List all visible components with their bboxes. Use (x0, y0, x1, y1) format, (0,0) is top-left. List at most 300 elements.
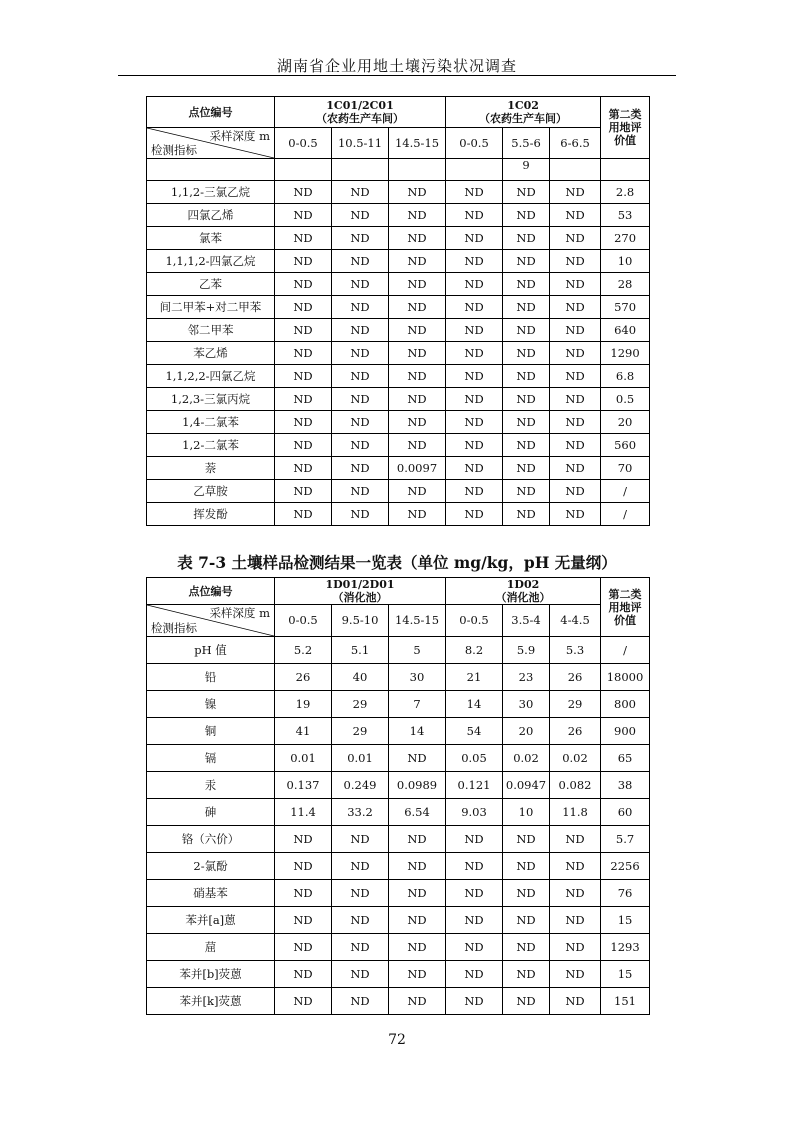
measurement-cell: ND (550, 273, 601, 296)
measurement-cell: ND (503, 988, 550, 1015)
depth-cell: 0-0.5 (446, 128, 503, 159)
standard-value-cell: 65 (601, 745, 650, 772)
measurement-cell: 41 (275, 718, 332, 745)
depth-label: 采样深度 m (209, 606, 270, 620)
empty-cell (389, 159, 446, 181)
indicator-name-cell: pH 值 (147, 637, 275, 664)
measurement-cell: 26 (550, 718, 601, 745)
indicator-name-cell: 铅 (147, 664, 275, 691)
standard-value-cell: 900 (601, 718, 650, 745)
measurement-cell: ND (332, 296, 389, 319)
indicator-name-cell: 间二甲苯+对二甲苯 (147, 296, 275, 319)
depth-label: 采样深度 m (209, 129, 270, 143)
measurement-cell: ND (332, 434, 389, 457)
measurement-cell: ND (332, 342, 389, 365)
measurement-cell: 5.2 (275, 637, 332, 664)
indicator-name-cell: 四氯乙烯 (147, 204, 275, 227)
table-row (147, 934, 650, 961)
results-table-2 (146, 577, 650, 1015)
standard-value-header: 第二类用地评价值 (601, 578, 650, 637)
measurement-cell: 54 (446, 718, 503, 745)
measurement-cell: ND (550, 296, 601, 319)
measurement-cell: 0.05 (446, 745, 503, 772)
indicator-name-cell: 1,2-二氯苯 (147, 434, 275, 457)
measurement-cell: ND (275, 434, 332, 457)
measurement-cell: ND (550, 880, 601, 907)
standard-value-cell: 20 (601, 411, 650, 434)
standard-value-cell: 0.5 (601, 388, 650, 411)
measurement-cell: ND (332, 480, 389, 503)
group-code: 1C02 (507, 99, 539, 112)
measurement-cell: 29 (332, 718, 389, 745)
table-row (147, 181, 650, 204)
measurement-cell: 0.0989 (389, 772, 446, 799)
measurement-cell: 5.3 (550, 637, 601, 664)
indicator-name-cell: 乙草胺 (147, 480, 275, 503)
indicator-name-cell: 乙苯 (147, 273, 275, 296)
measurement-cell: ND (503, 181, 550, 204)
indicator-label: 检测指标 (151, 621, 197, 635)
depth-cell: 3.5-4 (503, 605, 550, 637)
measurement-cell: ND (550, 434, 601, 457)
measurement-cell: ND (446, 319, 503, 342)
table-row (147, 480, 650, 503)
table-row (147, 880, 650, 907)
measurement-cell: ND (503, 204, 550, 227)
table-row (147, 772, 650, 799)
indicator-name-cell: 镉 (147, 745, 275, 772)
measurement-cell: 14 (389, 718, 446, 745)
measurement-cell: 5 (389, 637, 446, 664)
measurement-cell: ND (275, 204, 332, 227)
measurement-cell: ND (446, 907, 503, 934)
indicator-name-cell: 苯并[k]荧蒽 (147, 988, 275, 1015)
measurement-cell: 19 (275, 691, 332, 718)
measurement-cell: ND (503, 250, 550, 273)
indicator-name-cell: 1,1,2,2-四氯乙烷 (147, 365, 275, 388)
measurement-cell: ND (332, 319, 389, 342)
measurement-cell: ND (332, 411, 389, 434)
measurement-cell: ND (332, 204, 389, 227)
measurement-cell: ND (446, 434, 503, 457)
measurement-cell: 29 (550, 691, 601, 718)
measurement-cell: 6.54 (389, 799, 446, 826)
measurement-cell: 9.03 (446, 799, 503, 826)
indicator-label: 检测指标 (151, 143, 197, 157)
measurement-cell: 20 (503, 718, 550, 745)
measurement-cell: ND (550, 411, 601, 434)
measurement-cell: 11.8 (550, 799, 601, 826)
measurement-cell: ND (550, 988, 601, 1015)
indicator-name-cell: 1,4-二氯苯 (147, 411, 275, 434)
measurement-cell: ND (503, 319, 550, 342)
measurement-cell: ND (503, 411, 550, 434)
measurement-cell: 26 (275, 664, 332, 691)
measurement-cell: ND (503, 880, 550, 907)
table-row (147, 296, 650, 319)
measurement-cell: ND (446, 880, 503, 907)
standard-value-cell: 76 (601, 880, 650, 907)
table-row (147, 434, 650, 457)
measurement-cell: ND (389, 880, 446, 907)
measurement-cell: ND (446, 457, 503, 480)
depth-cell: 6-6.5 (550, 128, 601, 159)
standard-value-cell: 151 (601, 988, 650, 1015)
indicator-name-cell: 䓛 (147, 934, 275, 961)
indicator-name-cell: 挥发酚 (147, 503, 275, 526)
indicator-name-cell: 氯苯 (147, 227, 275, 250)
group-place: （消化池） (332, 591, 388, 604)
measurement-cell: ND (332, 250, 389, 273)
depth-cell: 14.5-15 (389, 128, 446, 159)
measurement-cell: 0.01 (332, 745, 389, 772)
measurement-cell: 0.0097 (389, 457, 446, 480)
measurement-cell: ND (503, 826, 550, 853)
measurement-cell: 0.0947 (503, 772, 550, 799)
measurement-cell: ND (446, 227, 503, 250)
group-code: 1C01/2C01 (326, 99, 394, 112)
measurement-cell: ND (389, 907, 446, 934)
measurement-cell: ND (332, 826, 389, 853)
table-row (147, 718, 650, 745)
standard-value-cell: 15 (601, 907, 650, 934)
table-row (147, 227, 650, 250)
measurement-cell: ND (550, 503, 601, 526)
table-row (147, 319, 650, 342)
measurement-cell: ND (332, 988, 389, 1015)
standard-value-cell: 10 (601, 250, 650, 273)
empty-cell (446, 159, 503, 181)
table-caption: 表 7-3 土壤样品检测结果一览表（单位 mg/kg，pH 无量纲） (177, 553, 617, 572)
empty-cell (147, 159, 275, 181)
indicator-name-cell: 苯并[b]荧蒽 (147, 961, 275, 988)
measurement-cell: ND (550, 365, 601, 388)
table-row (147, 853, 650, 880)
measurement-cell: ND (275, 227, 332, 250)
measurement-cell: 0.249 (332, 772, 389, 799)
measurement-cell: ND (503, 457, 550, 480)
empty-cell (332, 159, 389, 181)
table-row (147, 907, 650, 934)
measurement-cell: ND (332, 365, 389, 388)
indicator-name-cell: 2-氯酚 (147, 853, 275, 880)
measurement-cell: ND (550, 250, 601, 273)
measurement-cell: ND (275, 411, 332, 434)
group-code: 1D01/2D01 (325, 578, 395, 591)
measurement-cell: 29 (332, 691, 389, 718)
header-rule (118, 75, 676, 76)
standard-value-cell: 53 (601, 204, 650, 227)
measurement-cell: 26 (550, 664, 601, 691)
indicator-name-cell: 铜 (147, 718, 275, 745)
measurement-cell: ND (446, 503, 503, 526)
standard-value-cell: / (601, 480, 650, 503)
measurement-cell: ND (550, 826, 601, 853)
measurement-cell: ND (550, 227, 601, 250)
indicator-name-cell: 萘 (147, 457, 275, 480)
measurement-cell: ND (446, 961, 503, 988)
measurement-cell: 0.121 (446, 772, 503, 799)
depth-overflow-cell: 9 (503, 159, 550, 181)
measurement-cell: ND (389, 319, 446, 342)
standard-value-cell: 800 (601, 691, 650, 718)
standard-value-cell: 60 (601, 799, 650, 826)
group-header-1 (275, 97, 446, 128)
standard-value-cell: 640 (601, 319, 650, 342)
table-row (147, 691, 650, 718)
measurement-cell: ND (389, 988, 446, 1015)
measurement-cell: ND (389, 388, 446, 411)
depth-cell: 0-0.5 (275, 128, 332, 159)
table-row (147, 988, 650, 1015)
standard-value-cell: 70 (601, 457, 650, 480)
indicator-name-cell: 苯并[a]蒽 (147, 907, 275, 934)
measurement-cell: ND (389, 826, 446, 853)
measurement-cell: 7 (389, 691, 446, 718)
measurement-cell: ND (503, 342, 550, 365)
measurement-cell: ND (275, 988, 332, 1015)
measurement-cell: ND (550, 934, 601, 961)
group-place: （消化池） (495, 591, 551, 604)
depth-cell: 4-4.5 (550, 605, 601, 637)
running-header: 湖南省企业用地土壤污染状况调查 (276, 57, 517, 75)
empty-cell (601, 159, 650, 181)
measurement-cell: ND (275, 880, 332, 907)
standard-value-cell: 28 (601, 273, 650, 296)
measurement-cell: 0.02 (550, 745, 601, 772)
measurement-cell: ND (550, 480, 601, 503)
indicator-name-cell: 砷 (147, 799, 275, 826)
measurement-cell: ND (389, 342, 446, 365)
measurement-cell: 0.01 (275, 745, 332, 772)
measurement-cell: ND (275, 457, 332, 480)
table-row (147, 411, 650, 434)
table-row (147, 961, 650, 988)
measurement-cell: ND (275, 388, 332, 411)
indicator-name-cell: 铬（六价） (147, 826, 275, 853)
measurement-cell: ND (389, 503, 446, 526)
measurement-cell: ND (389, 181, 446, 204)
measurement-cell: ND (446, 411, 503, 434)
measurement-cell: ND (389, 745, 446, 772)
measurement-cell: ND (550, 319, 601, 342)
measurement-cell: ND (503, 365, 550, 388)
table-2-body (147, 637, 650, 1015)
standard-value-cell: / (601, 637, 650, 664)
page-number: 72 (388, 1032, 406, 1048)
measurement-cell: ND (446, 853, 503, 880)
measurement-cell: ND (275, 273, 332, 296)
measurement-cell: ND (550, 204, 601, 227)
measurement-cell: 14 (446, 691, 503, 718)
measurement-cell: 0.137 (275, 772, 332, 799)
measurement-cell: ND (503, 934, 550, 961)
measurement-cell: ND (275, 826, 332, 853)
measurement-cell: ND (389, 227, 446, 250)
group-header-2 (446, 578, 601, 605)
measurement-cell: ND (550, 388, 601, 411)
measurement-cell: ND (332, 457, 389, 480)
measurement-cell: ND (389, 365, 446, 388)
measurement-cell: 23 (503, 664, 550, 691)
standard-value-header: 第二类用地评价值 (601, 97, 650, 159)
table-1-body (147, 181, 650, 526)
measurement-cell: ND (332, 388, 389, 411)
depth-cell: 10.5-11 (332, 128, 389, 159)
group-place: （农药生产车间） (316, 112, 405, 125)
measurement-cell: 5.1 (332, 637, 389, 664)
indicator-name-cell: 苯乙烯 (147, 342, 275, 365)
point-id-header: 点位编号 (147, 578, 275, 605)
measurement-cell: ND (550, 181, 601, 204)
measurement-cell: ND (503, 961, 550, 988)
depth-cell: 9.5-10 (332, 605, 389, 637)
empty-cell (275, 159, 332, 181)
measurement-cell: ND (446, 988, 503, 1015)
measurement-cell: ND (503, 853, 550, 880)
measurement-cell: ND (550, 457, 601, 480)
table-row (147, 273, 650, 296)
measurement-cell: ND (446, 934, 503, 961)
standard-value-cell: 38 (601, 772, 650, 799)
measurement-cell: ND (389, 434, 446, 457)
table-row (147, 204, 650, 227)
standard-value-cell: 6.8 (601, 365, 650, 388)
measurement-cell: ND (389, 934, 446, 961)
measurement-cell: 11.4 (275, 799, 332, 826)
measurement-cell: ND (332, 907, 389, 934)
table-row (147, 342, 650, 365)
standard-value-cell: 570 (601, 296, 650, 319)
measurement-cell: 21 (446, 664, 503, 691)
standard-value-cell: 18000 (601, 664, 650, 691)
group-place: （农药生产车间） (479, 112, 568, 125)
measurement-cell: ND (550, 853, 601, 880)
measurement-cell: ND (550, 907, 601, 934)
measurement-cell: ND (332, 227, 389, 250)
measurement-cell: ND (275, 503, 332, 526)
measurement-cell: ND (446, 204, 503, 227)
measurement-cell: ND (389, 961, 446, 988)
measurement-cell: 40 (332, 664, 389, 691)
measurement-cell: 33.2 (332, 799, 389, 826)
standard-value-cell: 1290 (601, 342, 650, 365)
measurement-cell: ND (503, 227, 550, 250)
table-row (147, 365, 650, 388)
table-row (147, 637, 650, 664)
measurement-cell: ND (275, 365, 332, 388)
diagonal-header-cell (147, 128, 275, 159)
table-row (147, 826, 650, 853)
table-row (147, 250, 650, 273)
indicator-name-cell: 1,2,3-三氯丙烷 (147, 388, 275, 411)
measurement-cell: 8.2 (446, 637, 503, 664)
results-table-1 (146, 96, 650, 526)
table-row (147, 503, 650, 526)
measurement-cell: ND (389, 273, 446, 296)
measurement-cell: ND (332, 853, 389, 880)
depth-cell: 5.5-6 (503, 128, 550, 159)
measurement-cell: ND (275, 480, 332, 503)
standard-value-cell: 1293 (601, 934, 650, 961)
measurement-cell: ND (446, 273, 503, 296)
measurement-cell: ND (446, 388, 503, 411)
measurement-cell: 0.02 (503, 745, 550, 772)
measurement-cell: ND (389, 296, 446, 319)
measurement-cell: ND (503, 434, 550, 457)
empty-cell (550, 159, 601, 181)
indicator-name-cell: 汞 (147, 772, 275, 799)
point-id-header: 点位编号 (147, 97, 275, 128)
group-header-2 (446, 97, 601, 128)
measurement-cell: ND (503, 480, 550, 503)
measurement-cell: ND (503, 273, 550, 296)
indicator-name-cell: 硝基苯 (147, 880, 275, 907)
measurement-cell: ND (550, 342, 601, 365)
measurement-cell: ND (275, 961, 332, 988)
measurement-cell: ND (389, 480, 446, 503)
measurement-cell: ND (503, 296, 550, 319)
depth-cell: 14.5-15 (389, 605, 446, 637)
measurement-cell: 30 (503, 691, 550, 718)
standard-value-cell: 5.7 (601, 826, 650, 853)
indicator-name-cell: 邻二甲苯 (147, 319, 275, 342)
measurement-cell: ND (389, 853, 446, 880)
measurement-cell: ND (389, 250, 446, 273)
measurement-cell: ND (446, 365, 503, 388)
measurement-cell: ND (446, 296, 503, 319)
measurement-cell: ND (446, 181, 503, 204)
measurement-cell: ND (446, 342, 503, 365)
measurement-cell: ND (332, 273, 389, 296)
standard-value-cell: 15 (601, 961, 650, 988)
standard-value-cell: / (601, 503, 650, 526)
measurement-cell: ND (275, 934, 332, 961)
measurement-cell: ND (275, 250, 332, 273)
measurement-cell: ND (503, 503, 550, 526)
measurement-cell: 10 (503, 799, 550, 826)
measurement-cell: 5.9 (503, 637, 550, 664)
measurement-cell: ND (332, 880, 389, 907)
measurement-cell: ND (503, 388, 550, 411)
measurement-cell: ND (275, 853, 332, 880)
measurement-cell: ND (332, 961, 389, 988)
depth-cell: 0-0.5 (275, 605, 332, 637)
indicator-name-cell: 镍 (147, 691, 275, 718)
measurement-cell: ND (275, 907, 332, 934)
group-code: 1D02 (506, 578, 540, 591)
measurement-cell: ND (446, 480, 503, 503)
measurement-cell: ND (332, 503, 389, 526)
measurement-cell: 30 (389, 664, 446, 691)
standard-value-cell: 560 (601, 434, 650, 457)
depth-cell: 0-0.5 (446, 605, 503, 637)
measurement-cell: 0.082 (550, 772, 601, 799)
table-row (147, 745, 650, 772)
table-row (147, 664, 650, 691)
table-row (147, 799, 650, 826)
measurement-cell: ND (389, 204, 446, 227)
measurement-cell: ND (275, 319, 332, 342)
measurement-cell: ND (275, 181, 332, 204)
standard-value-cell: 2.8 (601, 181, 650, 204)
measurement-cell: ND (332, 181, 389, 204)
diagonal-header-cell (147, 605, 275, 637)
standard-value-cell: 270 (601, 227, 650, 250)
measurement-cell: ND (389, 411, 446, 434)
measurement-cell: ND (446, 250, 503, 273)
table-row (147, 388, 650, 411)
